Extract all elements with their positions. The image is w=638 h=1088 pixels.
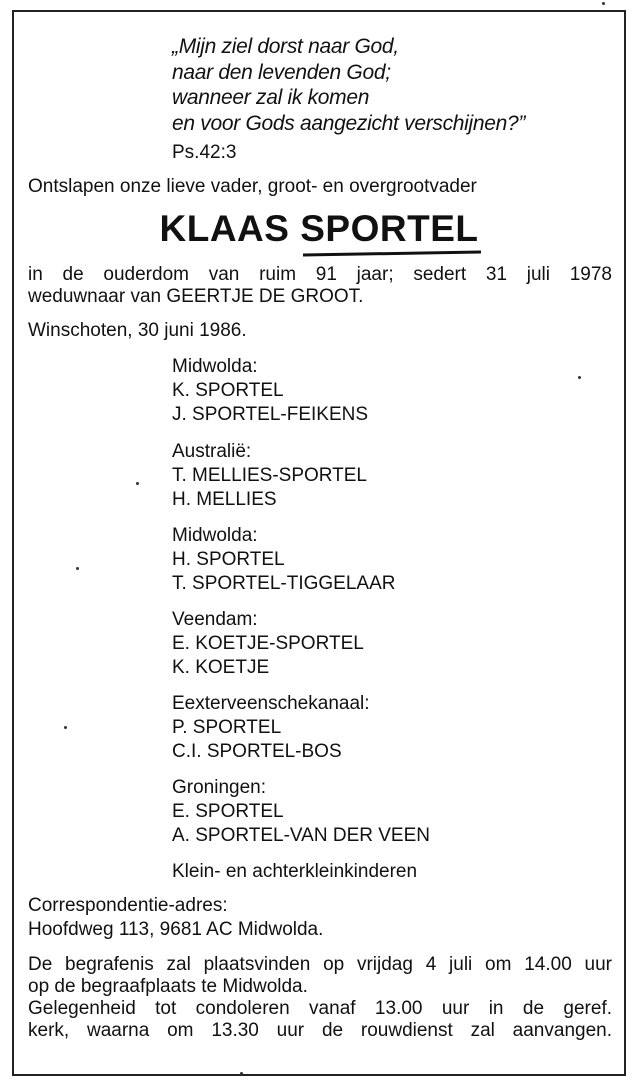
- verse-line: wanneer zal ik komen: [172, 86, 370, 109]
- family-group: [172, 524, 395, 596]
- family-place: Australië:: [172, 441, 252, 462]
- funeral-line: op de begraafplaats te Midwolda.: [28, 976, 308, 997]
- bible-verse: [172, 34, 525, 136]
- family-member: T. MELLIES-SPORTEL: [172, 465, 367, 486]
- verse-line: „Mijn ziel dorst naar God,: [172, 35, 399, 58]
- print-speck: [64, 726, 67, 729]
- funeral-line: De begrafenis zal plaatsvinden op vrijdag 4 juli om 14.00 uur: [28, 954, 612, 975]
- family-member: H. MELLIES: [172, 489, 277, 510]
- place-date: Winschoten, 30 juni 1986.: [28, 320, 247, 341]
- print-speck: [240, 1072, 243, 1075]
- family-place: Groningen:: [172, 777, 267, 798]
- grandchildren-line: Klein- en achterkleinkinderen: [172, 861, 418, 882]
- print-speck: [136, 482, 139, 485]
- family-place: Midwolda:: [172, 525, 258, 546]
- print-speck: [76, 567, 79, 570]
- deceased-name: KLAAS SPORTEL: [159, 208, 479, 249]
- verse-line: en voor Gods aangezicht verschijnen?”: [172, 111, 526, 135]
- family-group: [172, 776, 430, 848]
- family-member: T. SPORTEL-TIGGELAAR: [172, 573, 396, 594]
- family-group: [172, 692, 370, 764]
- family-member: J. SPORTEL-FEIKENS: [172, 404, 369, 425]
- family-group: [172, 355, 368, 427]
- family-member: K. KOETJE: [172, 657, 270, 678]
- funeral-line: kerk, waarna om 13.30 uur de rouwdienst zal aanvangen.: [28, 1020, 612, 1041]
- print-speck: [602, 2, 605, 5]
- funeral-line: Gelegenheid tot condoleren vanaf 13.00 uur in de geref.: [28, 998, 612, 1019]
- family-place: Veendam:: [172, 609, 258, 630]
- family-member: K. SPORTEL: [172, 380, 284, 401]
- family-member: P. SPORTEL: [172, 717, 282, 738]
- widower-line: weduwnaar van GEERTJE DE GROOT.: [28, 286, 364, 307]
- family-member: E. KOETJE-SPORTEL: [172, 633, 364, 654]
- intro-line: Ontslapen onze lieve vader, groot- en overgrootvader: [28, 176, 477, 197]
- verse-line: naar den levenden God;: [172, 60, 391, 84]
- correspondence-address: Hoofdweg 113, 9681 AC Midwolda.: [28, 919, 324, 940]
- family-member: E. SPORTEL: [172, 801, 284, 822]
- print-speck: [578, 376, 581, 379]
- verse-reference: Ps.42:3: [172, 142, 237, 163]
- family-member: H. SPORTEL: [172, 549, 285, 570]
- correspondence-label: Correspondentie-adres:: [28, 895, 228, 916]
- family-member: A. SPORTEL-VAN DER VEEN: [172, 825, 430, 846]
- family-group: [172, 608, 364, 680]
- age-line: in de ouderdom van ruim 91 jaar; sedert 31 juli 1978: [28, 264, 612, 285]
- family-member: C.I. SPORTEL-BOS: [172, 741, 342, 762]
- family-group: [172, 440, 367, 512]
- family-place: Eexterveenschekanaal:: [172, 693, 370, 714]
- family-place: Midwolda:: [172, 356, 258, 377]
